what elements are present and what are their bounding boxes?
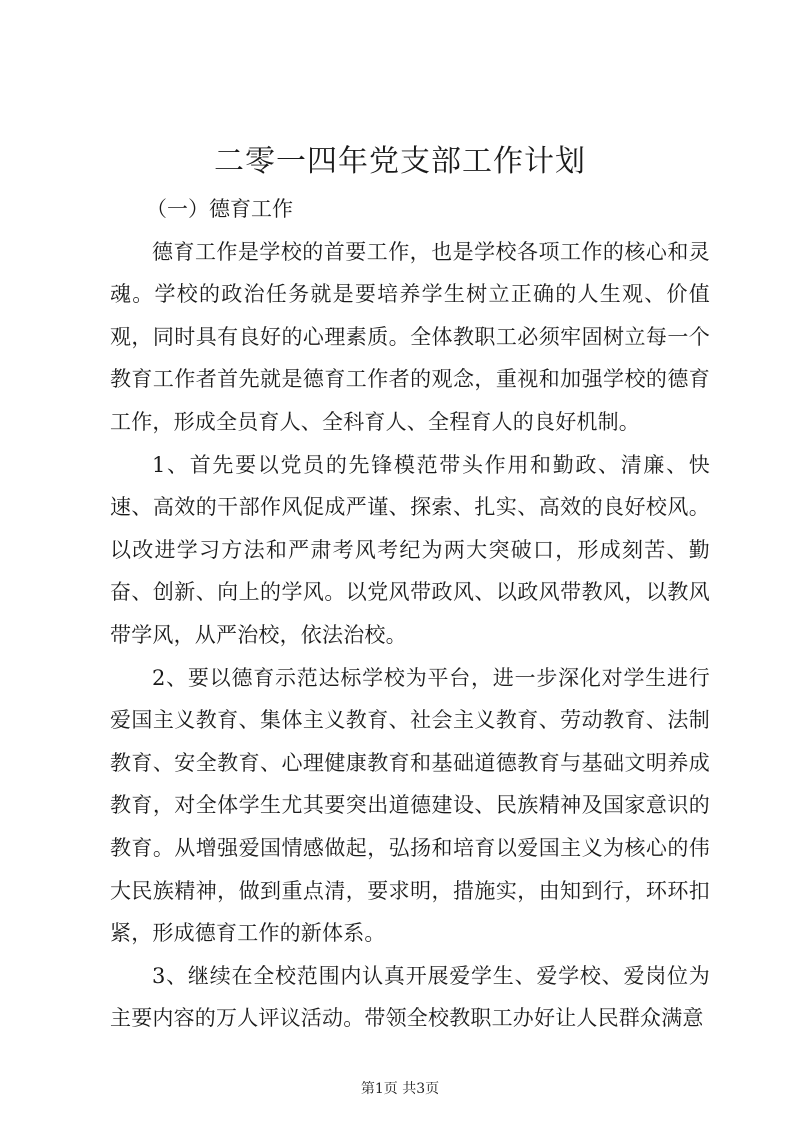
paragraph-intro: 德育工作是学校的首要工作，也是学校各项工作的核心和灵魂。学校的政治任务就是要培养学生树立正确的人生观、价值观，同时具有良好的心理素质。全体教职工必须牢固树立每一个教育工作者首先就是德育工作者的观念，重视和加强学校的德育工作，形成全员育人、全科育人、全程育人的良好机制。 [110,239,710,434]
page-number-footer: 第1页 共3页 [360,1081,440,1097]
document-title: 二零一四年党支部工作计划 [214,144,586,179]
paragraph-item-2: 2、要以德育示范达标学校为平台，进一步深化对学生进行爱国主义教育、集体主义教育、社会主义教育、劳动教育、法制教育、安全教育、心理健康教育和基础道德教育与基础文明养成教育，对全体学生尤其要突出道德建设、民族精神及国家意识的教育。从增强爱国情感做起，弘扬和培育以爱国主义为核心的伟大民族精神，做到重点清，要求明，措施实，由知到行，环环扣紧，形成德育工作的新体系。 [110,665,710,946]
section-heading: （一）德育工作 [146,197,293,221]
paragraph-item-1: 1、首先要以党员的先锋模范带头作用和勤政、清廉、快速、高效的干部作风促成严谨、探索、扎实、高效的良好校风。以改进学习方法和严肃考风考纪为两大突破口，形成刻苦、勤奋、创新、向上的学风。以党风带政风、以政风带教风，以教风带学风，从严治校，依法治校。 [110,452,710,647]
document-body [110,188,710,1040]
paragraph-item-3: 3、继续在全校范围内认真开展爱学生、爱学校、爱岗位为主要内容的万人评议活动。带领全校教职工办好让人民群众满意 [110,963,710,1031]
